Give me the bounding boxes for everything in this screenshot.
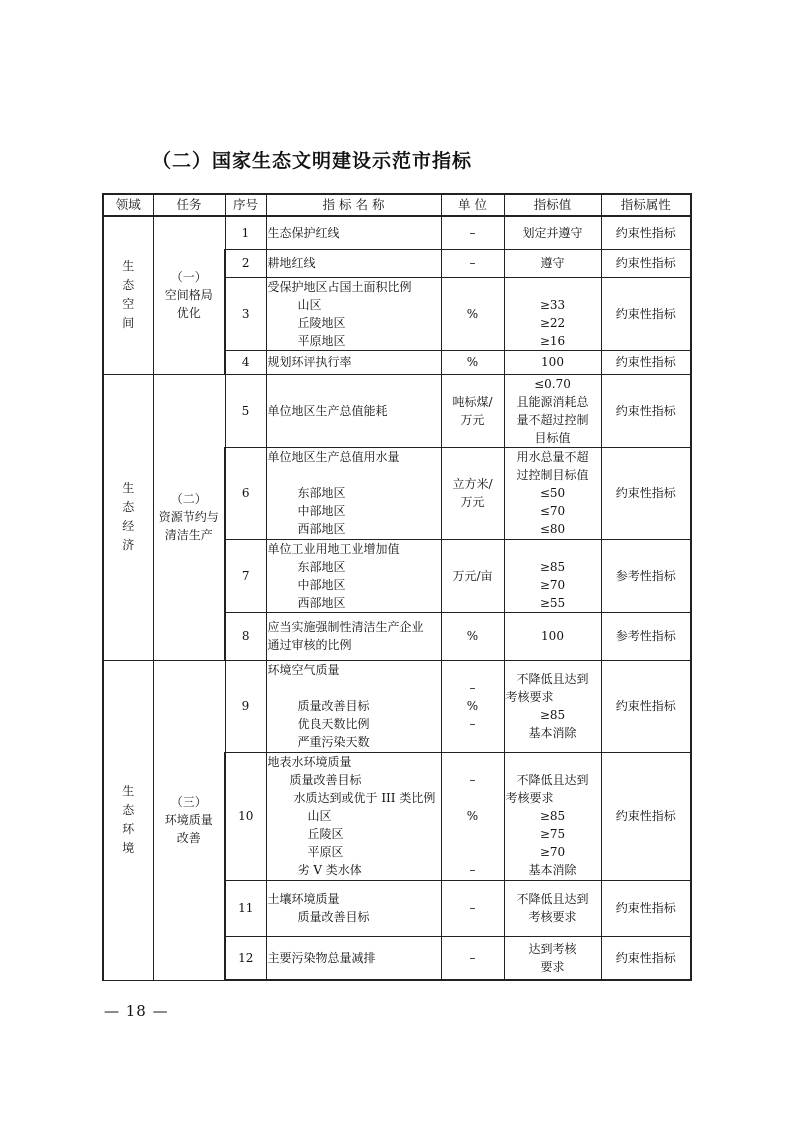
row-number: 7 [225, 539, 266, 612]
row-number: 11 [225, 880, 266, 936]
header-unit: 单 位 [441, 194, 504, 216]
table-row [103, 216, 691, 249]
page-number: — 18 — [104, 1002, 169, 1020]
task-cell: （一） 空间格局 优化 [153, 216, 225, 374]
header-indicator-name: 指 标 名 称 [266, 194, 441, 216]
attribute-cell: 约束性指标 [601, 447, 691, 539]
header-number: 序号 [225, 194, 266, 216]
indicator-name: 受保护地区占国土面积比例 山区 丘陵地区 平原地区 [266, 277, 441, 350]
indicator-name: 规划环评执行率 [266, 350, 441, 374]
row-number: 9 [225, 660, 266, 752]
header-domain: 领域 [103, 194, 153, 216]
header-task: 任务 [153, 194, 225, 216]
unit-cell: % [441, 350, 504, 374]
value-cell: ≤0.70 且能源消耗总 量不超过控制 目标值 [504, 374, 601, 447]
unit-cell: – [441, 216, 504, 249]
indicator-name: 单位工业用地工业增加值 东部地区 中部地区 西部地区 [266, 539, 441, 612]
indicator-name: 应当实施强制性清洁生产企业 通过审核的比例 [266, 612, 441, 660]
unit-cell: – [441, 249, 504, 277]
attribute-cell: 约束性指标 [601, 216, 691, 249]
page-title: （二）国家生态文明建设示范市指标 [152, 150, 473, 172]
value-cell: 不降低且达到 考核要求 ≥85 ≥75 ≥70 基本消除 [504, 752, 601, 880]
unit-cell: – % – [441, 752, 504, 880]
indicator-name: 土壤环境质量 质量改善目标 [266, 880, 441, 936]
indicator-name: 地表水环境质量 质量改善目标 水质达到或优于 III 类比例 山区 丘陵区 平原区 劣 V 类水体 [266, 752, 441, 880]
row-number: 1 [225, 216, 266, 249]
value-cell: 达到考核 要求 [504, 936, 601, 980]
attribute-cell: 约束性指标 [601, 277, 691, 350]
unit-cell: 立方米/ 万元 [441, 447, 504, 539]
domain-cell: 生态经济 [103, 374, 153, 660]
attribute-cell: 约束性指标 [601, 936, 691, 980]
value-cell: 不降低且达到 考核要求 ≥85 基本消除 [504, 660, 601, 752]
row-number: 5 [225, 374, 266, 447]
value-cell: 遵守 [504, 249, 601, 277]
indicator-name: 单位地区生产总值用水量 东部地区 中部地区 西部地区 [266, 447, 441, 539]
row-number: 3 [225, 277, 266, 350]
row-number: 12 [225, 936, 266, 980]
indicator-name: 单位地区生产总值能耗 [266, 374, 441, 447]
unit-cell: 万元/亩 [441, 539, 504, 612]
value-cell: ≥85 ≥70 ≥55 [504, 539, 601, 612]
table-row [103, 374, 691, 447]
row-number: 2 [225, 249, 266, 277]
indicator-name: 主要污染物总量减排 [266, 936, 441, 980]
task-cell: （三） 环境质量 改善 [153, 660, 225, 980]
attribute-cell: 约束性指标 [601, 752, 691, 880]
task-cell: （二） 资源节约与 清洁生产 [153, 374, 225, 660]
row-number: 8 [225, 612, 266, 660]
attribute-cell: 参考性指标 [601, 539, 691, 612]
value-cell: 100 [504, 612, 601, 660]
unit-cell: % [441, 277, 504, 350]
indicator-table [102, 193, 692, 981]
domain-cell: 生态空间 [103, 216, 153, 374]
row-number: 6 [225, 447, 266, 539]
value-cell: ≥33 ≥22 ≥16 [504, 277, 601, 350]
row-number: 4 [225, 350, 266, 374]
attribute-cell: 约束性指标 [601, 880, 691, 936]
unit-cell: – % – [441, 660, 504, 752]
value-cell: 不降低且达到 考核要求 [504, 880, 601, 936]
table-row [103, 660, 691, 752]
indicator-name: 环境空气质量 质量改善目标 优良天数比例 严重污染天数 [266, 660, 441, 752]
header-attribute: 指标属性 [601, 194, 691, 216]
domain-cell: 生态环境 [103, 660, 153, 980]
value-cell: 划定并遵守 [504, 216, 601, 249]
attribute-cell: 约束性指标 [601, 249, 691, 277]
attribute-cell: 约束性指标 [601, 374, 691, 447]
table-header-row [103, 194, 691, 216]
value-cell: 100 [504, 350, 601, 374]
unit-cell: – [441, 936, 504, 980]
unit-cell: % [441, 612, 504, 660]
attribute-cell: 约束性指标 [601, 660, 691, 752]
row-number: 10 [225, 752, 266, 880]
attribute-cell: 约束性指标 [601, 350, 691, 374]
attribute-cell: 参考性指标 [601, 612, 691, 660]
indicator-name: 耕地红线 [266, 249, 441, 277]
value-cell: 用水总量不超 过控制目标值 ≤50 ≤70 ≤80 [504, 447, 601, 539]
indicator-name: 生态保护红线 [266, 216, 441, 249]
header-value: 指标值 [504, 194, 601, 216]
unit-cell: 吨标煤/ 万元 [441, 374, 504, 447]
unit-cell: – [441, 880, 504, 936]
